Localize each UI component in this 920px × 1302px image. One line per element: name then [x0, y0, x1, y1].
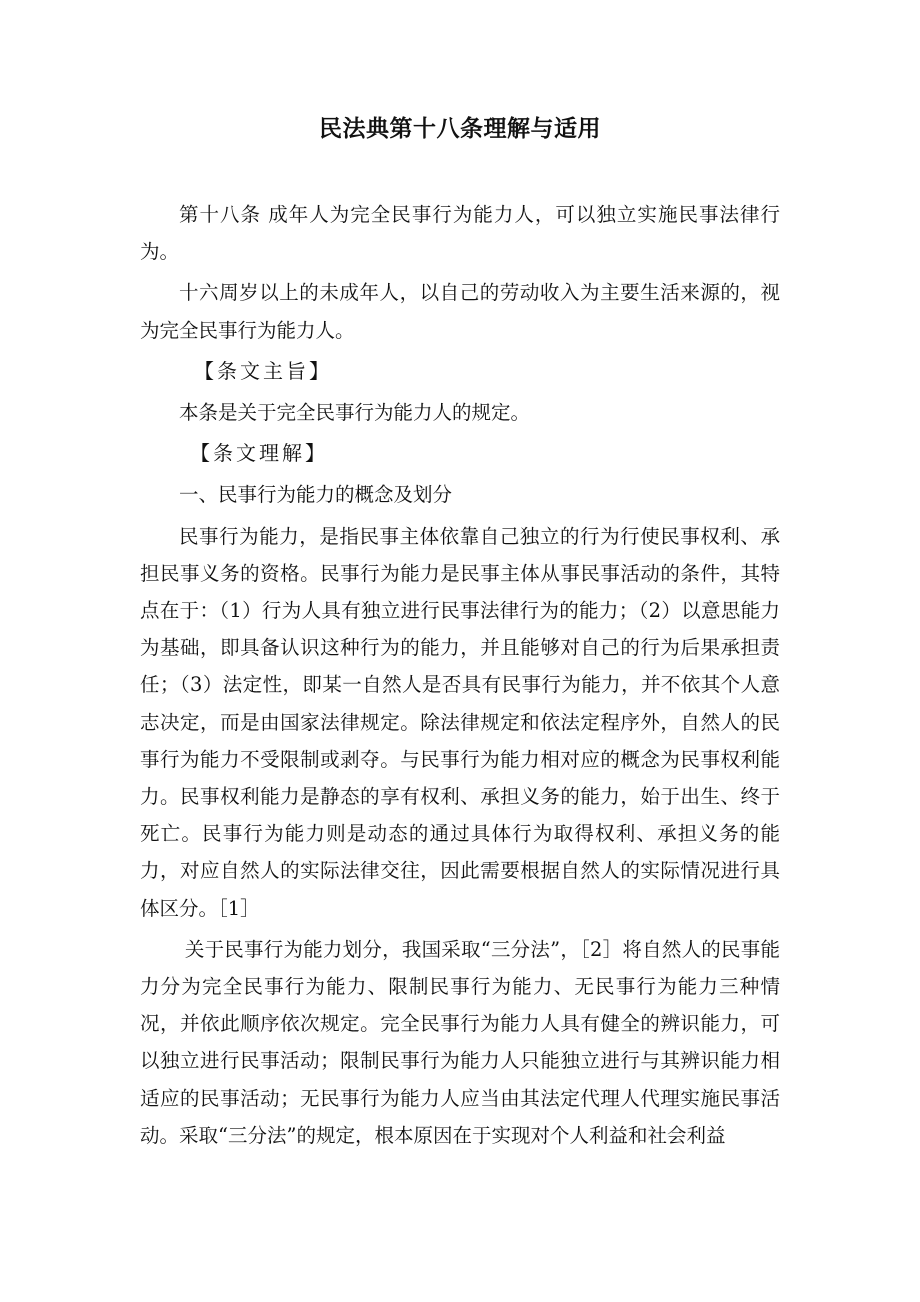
- purpose-paragraph: 本条是关于完全民事行为能力人的规定。: [179, 401, 531, 425]
- understanding-paragraph-2: 关于民事行为能力划分，我国采取“三分法”，［2］将自然人的民事能力分为完全民事行为能力、限制民事行为能力、无民事行为能力三种情况，并依此顺序依次规定。完全民事行为能力人具有健全的辨识能力，可以独立进行民事活动；限制民事行为能力人只能独立进行与其辨识能力相适应的民事活动；无民事行为能力人应当由其法定代理人代理实施民事活动。采取“三分法”的规定，根本原因在于实现对个人利益和社会利益: [140, 937, 780, 1147]
- article-paragraph-1: 第十八条 成年人为完全民事行为能力人，可以独立实施民事法律行为。: [140, 203, 780, 264]
- understanding-paragraph-1: 民事行为能力，是指民事主体依靠自己独立的行为行使民事权利、承担民事义务的资格。民事行为能力是民事主体从事民事活动的条件，其特点在于：（1）行为人具有独立进行民事法律行为的能力；（2）以意思能力为基础，即具备认识这种行为的能力，并且能够对自己的行为后果承担责任；（3）法定性，即某一自然人是否具有民事行为能力，并不依其个人意志决定，而是由国家法律规定。除法律规定和依法定程序外，自然人的民事行为能力不受限制或剥夺。与民事行为能力相对应的概念为民事权利能力。民事权利能力是静态的享有权利、承担义务的能力，始于出生、终于死亡。民事行为能力则是动态的通过具体行为取得权利、承担义务的能力，对应自然人的实际法律交往，因此需要根据自然人的实际情况进行具体区分。［1］: [140, 524, 780, 920]
- heading-article-purpose: 【条文主旨】: [194, 358, 332, 383]
- document-body: [140, 196, 780, 1158]
- document-title: 民法典第十八条理解与适用: [319, 116, 601, 142]
- section-title-1: 一、民事行为能力的概念及划分: [179, 483, 453, 507]
- heading-article-understanding: 【条文理解】: [190, 441, 328, 466]
- article-paragraph-2: 十六周岁以上的未成年人，以自己的劳动收入为主要生活来源的，视为完全民事行为能力人。: [140, 281, 780, 342]
